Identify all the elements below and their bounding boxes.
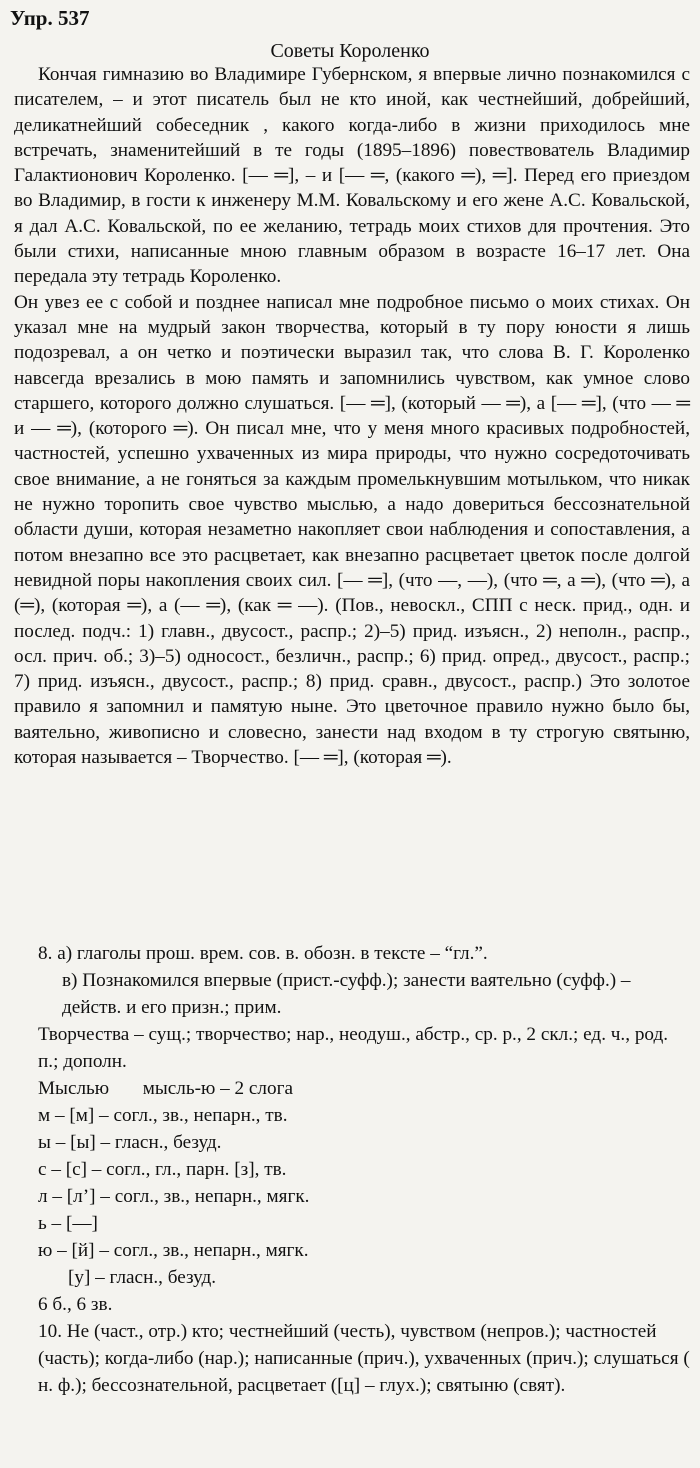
paragraph-2-end: Это золотое правило я запомнил и памятую ныне. Это цветочное правило нужно было бы, ваятельно, живописно и словесно, занести над входом в ту строгую святыню, которая называется – Творчество. [— ═], (которая ═). [14, 671, 691, 769]
sentence-analysis: (Пов., невоскл., СПП с неск. прид., одн. и послед. подч.: 1) главн., двусост., распр.; 2)–5) прид. изъясн., 2) неполн., распр., осл. прич. об.; 3)–5) односост., безличн., распр.; 6) прид. опред., двусост., распр.; 7) прид. изъясн., двусост., распр.; 8) прид. сравн., двусост., распр.) [14, 595, 691, 693]
phonetic-line: с – [с] – согл., гл., парн. [з], тв. [38, 1159, 287, 1180]
paragraph-2 [14, 290, 690, 771]
phonetic-line: ы – [ы] – гласн., безуд. [38, 1132, 222, 1153]
phonetic-totals: 6 б., 6 зв. [38, 1294, 113, 1315]
item-10: 10. Не (част., отр.) кто; честнейший (честь), чувством (непров.); частностей (часть); когда-либо (нар.); написанные (прич.), ухваченных (прич.); слушаться ( н. ф.); бессознательной, расцветает ([ц] – глух.); святыню (свят). [38, 1321, 690, 1396]
exercise-number: Упр. 537 [10, 6, 90, 30]
phonetic-line: ю – [й] – согл., зв., непарн., мягк. [38, 1240, 309, 1261]
analysis-section [14, 940, 690, 1399]
phonetic-header [14, 1075, 690, 1102]
text-title: Советы Короленко [270, 40, 430, 62]
item-8a: 8. а) глаголы прош. врем. сов. в. обозн. в тексте – “гл.”. [38, 943, 488, 964]
paragraph-1: Кончая гимназию во Владимире Губернском, я впервые лично познакомился с писателем, – и этот писатель был не кто иной, как честнейший, добрейший, деликатнейший собеседник , какого когда-либо в жизни приходилось мне встречать, знаменитейший в те годы (1895–1896) повествователь Владимир Галактионович Короленко. [— ═], – и [— ═, (какого ═), ═]. Перед его приездом во Владимир, в гости к инженеру М.М. Ковальскому и его жене А.С. Ковальской, я дал А.С. Ковальской, по ее желанию, тетрадь моих стихов для прочтения. Это были стихи, написанные мною главным образом в возрасте 16–17 лет. Она передала эту тетрадь Короленко. [14, 64, 690, 288]
phonetic-syllables: мысль-ю – 2 слога [142, 1078, 293, 1099]
phonetic-line: [у] – гласн., безуд. [68, 1267, 217, 1288]
phonetic-word: Мыслью [38, 1078, 110, 1099]
text-body [14, 62, 690, 770]
morph-analysis: Творчества – сущ.; творчество; нар., неодуш., абстр., ср. р., 2 скл.; ед. ч., род. п.; дополн. [38, 1024, 669, 1072]
phonetic-line: ь – [—] [38, 1213, 98, 1234]
phonetic-line: м – [м] – согл., зв., непарн., тв. [38, 1105, 288, 1126]
item-8b: в) Познакомился впервые (прист.-суфф.); занести ваятельно (суфф.) – действ. и его призн.; прим. [62, 970, 631, 1018]
sentence-scheme: [— ═], (что —, —), (что ═, а ═), (что ═), а (═), (которая ═), а (— ═), (как ═ —). [14, 569, 691, 617]
paragraph-2-text: Он увез ее с собой и позднее написал мне подробное письмо о моих стихах. Он указал мне на мудрый закон творчества, который в ту пору юности я лишь подозревал, а он четко и поэтически выразил так, что слова В. Г. Короленко навсегда врезались в мою память и запомнились чувством, как умное слово старшего, которого должно слушаться. [— ═], (который — ═), а [— ═], (что — ═ и — ═), (которого ═). Он писал мне, что у меня много красивых подробностей, частностей, успешно ухваченных из мира природы, что нужно сосредоточивать свое внимание, а не гоняться за каждым промелькнувшим мотыльком, что никак не нужно торопить свое чувство мыслью, а надо довериться бессознательной области души, которая незаметно накопляет свои наблюдения и сопоставления, а потом внезапно все это расцветает, как внезапно расцветает цветок после долгой невидной поры накопления своих сил. [14, 291, 690, 591]
phonetic-line: л – [л’] – согл., зв., непарн., мягк. [38, 1186, 310, 1207]
